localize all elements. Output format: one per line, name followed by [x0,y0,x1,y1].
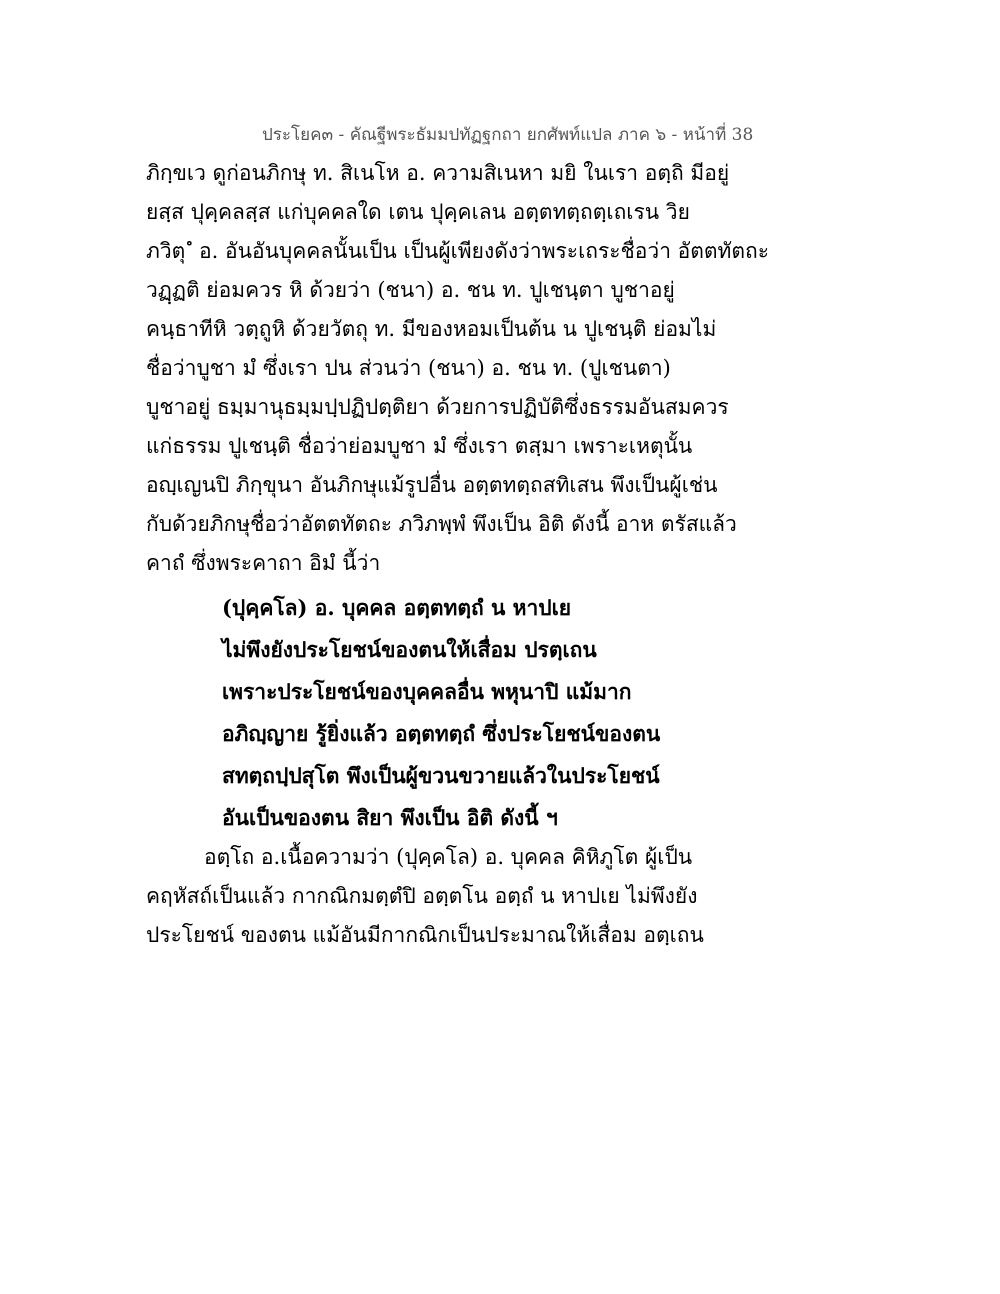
body-text-line: ยสฺส ปุคฺคลสฺส แก่บุคคลใด เตน ปุคฺคเลน อตฺตทตฺถตฺเถเรน วิย [146,200,690,224]
body-text-line: ภวิตุ ํ อ. อันอันบุคคลนั้นเป็น เป็นผู้เพียงดังว่าพระเถระชื่อว่า อัตตทัตถะ [146,239,770,263]
body-text-line: ชื่อว่าบูชา มํ ซึ่งเรา ปน ส่วนว่า (ชนา) อ. ชน ท. (ปูเชนตา) [146,356,671,380]
body-text-line: กับด้วยภิกษุชื่อว่าอัตตทัตถะ ภวิภพฺพํ พึงเป็น อิติ ดังนี้ อาห ตรัสแล้ว [146,512,737,536]
commentary-line: คฤหัสถ์เป็นแล้ว กากณิกมตฺตํปิ อตฺตโน อตฺถํ น หาปเย ไม่พึงยัง [146,884,698,908]
body-text-line: คาถํ ซึ่งพระคาถา อิมํ นี้ว่า [146,551,381,575]
running-header: ประโยค๓ - คัณฐีพระธัมมปทัฏฐกถา ยกศัพท์แปล ภาค ๖ - หน้าที่ 38 [262,125,754,145]
body-text-line: อญฺเญนปิ ภิกฺขุนา อันภิกษุแม้รูปอื่น อตฺตทตฺถสทิเสน พึงเป็นผู้เช่น [146,473,718,497]
verse-line: เพราะประโยชน์ของบุคคลอื่น พหุนาปิ แม้มาก [222,679,632,704]
verse-line: ไม่พึงยังประโยชน์ของตนให้เสื่อม ปรตฺเถน [222,637,597,662]
verse-line: อันเป็นของตน สิยา พึงเป็น อิติ ดังนี้ ฯ [222,805,558,830]
verse-line: สทตฺถปฺปสุโต พึงเป็นผู้ขวนขวายแล้วในประโยชน์ [222,763,660,788]
verse-line: (ปุคฺคโล) อ. บุคคล อตฺตทตฺถํ น หาปเย [222,595,572,620]
commentary-line: ประโยชน์ ของตน แม้อันมีกากณิกเป็นประมาณให้เสื่อม อตฺเถน [146,923,704,947]
commentary-line: อตฺโถ อ.เนื้อความว่า (ปุคฺคโล) อ. บุคคล คิหิภูโต ผู้เป็น [204,845,693,869]
body-text-line: คนฺธาทีหิ วตฺถูหิ ด้วยวัตถุ ท. มีของหอมเป็นต้น น ปูเชนฺติ ย่อมไม่ [146,317,717,341]
body-text-line: ภิกฺขเว ดูก่อนภิกษุ ท. สิเนโห อ. ความสิเนหา มยิ ในเรา อตฺถิ มีอยู่ [146,161,730,185]
body-text-line: วฏฺฏติ ย่อมควร หิ ด้วยว่า (ชนา) อ. ชน ท. ปูเชนฺตา บูชาอยู่ [146,278,675,302]
body-text-line: แก่ธรรม ปูเชนฺติ ชื่อว่าย่อมบูชา มํ ซึ่งเรา ตสฺมา เพราะเหตุนั้น [146,434,693,458]
body-text-line: บูชาอยู่ ธมฺมานุธมฺมปฺปฏิปตฺติยา ด้วยการปฏิบัติซึ่งธรรมอันสมควร [146,395,729,419]
verse-line: อภิญฺญาย รู้ยิ่งแล้ว อตฺตทตฺถํ ซึ่งประโยชน์ของตน [222,721,661,746]
